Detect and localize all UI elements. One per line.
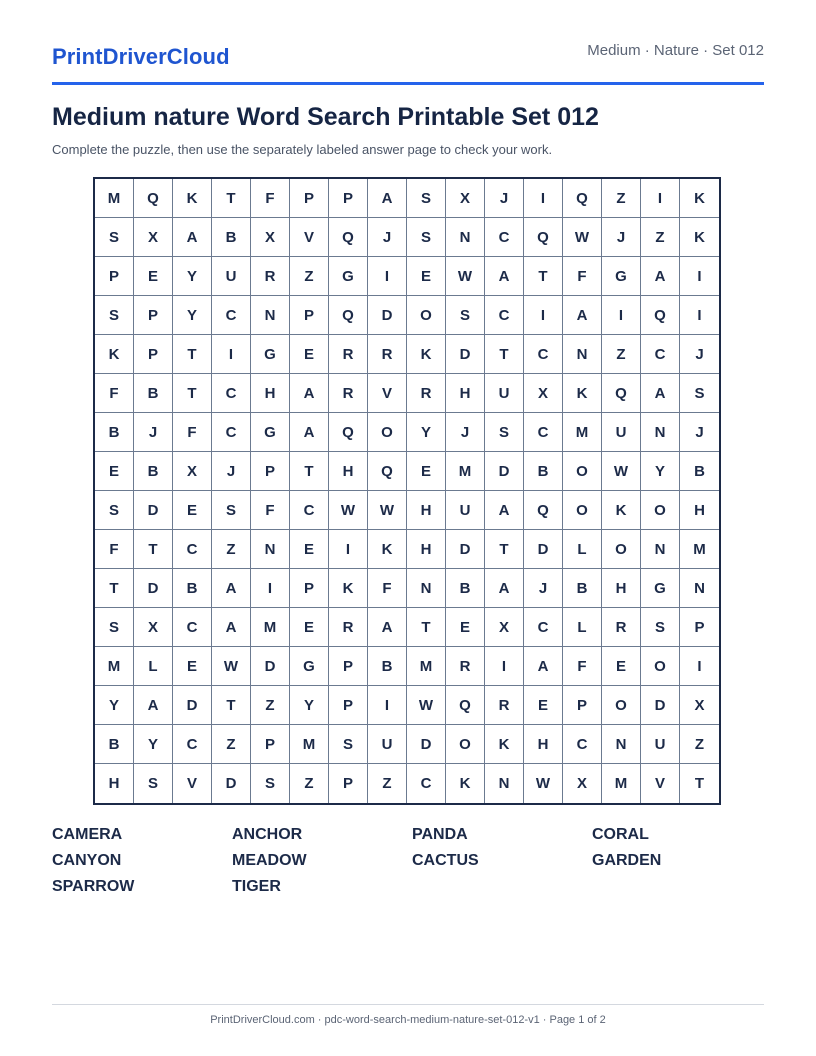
grid-cell: H bbox=[524, 725, 563, 764]
grid-cell: C bbox=[290, 491, 329, 530]
grid-cell: Z bbox=[212, 725, 251, 764]
grid-cell: P bbox=[290, 569, 329, 608]
grid-cell: R bbox=[485, 686, 524, 725]
grid-cell: K bbox=[95, 335, 134, 374]
grid-cell: O bbox=[563, 452, 602, 491]
grid-cell: B bbox=[95, 413, 134, 452]
grid-cell: X bbox=[134, 608, 173, 647]
grid-cell: R bbox=[602, 608, 641, 647]
grid-cell: T bbox=[485, 530, 524, 569]
grid-cell: I bbox=[368, 257, 407, 296]
grid-cell: B bbox=[212, 218, 251, 257]
grid-cell: N bbox=[641, 530, 680, 569]
grid-cell: X bbox=[563, 764, 602, 803]
grid-cell: F bbox=[563, 257, 602, 296]
word-list-item: CORAL bbox=[592, 826, 649, 843]
grid-cell: Z bbox=[368, 764, 407, 803]
grid-cell: Z bbox=[680, 725, 719, 764]
grid-cell: B bbox=[563, 569, 602, 608]
grid-cell: Z bbox=[212, 530, 251, 569]
grid-cell: C bbox=[407, 764, 446, 803]
grid-cell: F bbox=[95, 530, 134, 569]
grid-cell: E bbox=[407, 452, 446, 491]
grid-cell: G bbox=[251, 413, 290, 452]
grid-cell: T bbox=[95, 569, 134, 608]
grid-cell: M bbox=[446, 452, 485, 491]
grid-cell: D bbox=[173, 686, 212, 725]
grid-cell: F bbox=[251, 179, 290, 218]
grid-cell: P bbox=[95, 257, 134, 296]
grid-cell: A bbox=[134, 686, 173, 725]
grid-cell: X bbox=[134, 218, 173, 257]
grid-cell: P bbox=[329, 686, 368, 725]
grid-cell: Q bbox=[563, 179, 602, 218]
grid-cell: Z bbox=[602, 335, 641, 374]
word-list-item: ANCHOR bbox=[232, 826, 303, 843]
grid-cell: K bbox=[173, 179, 212, 218]
grid-cell: I bbox=[329, 530, 368, 569]
grid-cell: O bbox=[407, 296, 446, 335]
grid-cell: X bbox=[173, 452, 212, 491]
grid-cell: Q bbox=[641, 296, 680, 335]
grid-cell: H bbox=[602, 569, 641, 608]
grid-cell: M bbox=[290, 725, 329, 764]
grid-cell: T bbox=[173, 374, 212, 413]
grid-cell: Y bbox=[95, 686, 134, 725]
grid-cell: I bbox=[251, 569, 290, 608]
grid-cell: N bbox=[563, 335, 602, 374]
grid-cell: V bbox=[290, 218, 329, 257]
grid-cell: E bbox=[173, 491, 212, 530]
grid-cell: C bbox=[212, 374, 251, 413]
grid-cell: R bbox=[446, 647, 485, 686]
grid-cell: R bbox=[251, 257, 290, 296]
grid-cell: L bbox=[134, 647, 173, 686]
grid-cell: E bbox=[524, 686, 563, 725]
word-list-item: CANYON bbox=[52, 852, 122, 869]
grid-cell: R bbox=[407, 374, 446, 413]
grid-cell: W bbox=[212, 647, 251, 686]
grid-cell: H bbox=[407, 491, 446, 530]
grid-cell: A bbox=[485, 257, 524, 296]
breadcrumb: Medium · Nature · Set 012 bbox=[587, 42, 764, 59]
grid-cell: C bbox=[173, 608, 212, 647]
grid-cell: T bbox=[134, 530, 173, 569]
grid-cell: B bbox=[173, 569, 212, 608]
word-list-item: PANDA bbox=[412, 826, 468, 843]
grid-cell: X bbox=[524, 374, 563, 413]
grid-cell: I bbox=[485, 647, 524, 686]
grid-cell: D bbox=[641, 686, 680, 725]
grid-cell: C bbox=[563, 725, 602, 764]
grid-cell: S bbox=[407, 218, 446, 257]
grid-cell: N bbox=[641, 413, 680, 452]
grid-cell: H bbox=[407, 530, 446, 569]
grid-cell: Y bbox=[290, 686, 329, 725]
grid-cell: E bbox=[602, 647, 641, 686]
grid-cell: Q bbox=[134, 179, 173, 218]
grid-cell: S bbox=[446, 296, 485, 335]
grid-cell: V bbox=[641, 764, 680, 803]
grid-cell: S bbox=[134, 764, 173, 803]
header-divider bbox=[52, 82, 764, 85]
grid-cell: K bbox=[563, 374, 602, 413]
grid-cell: I bbox=[680, 647, 719, 686]
grid-cell: D bbox=[524, 530, 563, 569]
grid-cell: H bbox=[251, 374, 290, 413]
grid-cell: I bbox=[602, 296, 641, 335]
grid-cell: T bbox=[485, 335, 524, 374]
grid-cell: M bbox=[563, 413, 602, 452]
grid-cell: K bbox=[680, 218, 719, 257]
grid-cell: M bbox=[95, 647, 134, 686]
grid-cell: G bbox=[602, 257, 641, 296]
grid-cell: C bbox=[212, 413, 251, 452]
grid-cell: A bbox=[485, 569, 524, 608]
grid-cell: P bbox=[251, 725, 290, 764]
grid-cell: T bbox=[407, 608, 446, 647]
grid-cell: D bbox=[446, 530, 485, 569]
grid-cell: D bbox=[407, 725, 446, 764]
grid-cell: P bbox=[329, 764, 368, 803]
grid-cell: E bbox=[290, 335, 329, 374]
grid-cell: Q bbox=[524, 218, 563, 257]
grid-cell: I bbox=[524, 179, 563, 218]
grid-cell: O bbox=[446, 725, 485, 764]
grid-cell: S bbox=[212, 491, 251, 530]
grid-cell: Y bbox=[641, 452, 680, 491]
grid-cell: W bbox=[563, 218, 602, 257]
grid-cell: Q bbox=[329, 413, 368, 452]
grid-cell: S bbox=[407, 179, 446, 218]
grid-cell: Q bbox=[329, 296, 368, 335]
grid-cell: C bbox=[173, 725, 212, 764]
grid-cell: H bbox=[680, 491, 719, 530]
grid-cell: W bbox=[329, 491, 368, 530]
word-list-item: SPARROW bbox=[52, 878, 135, 895]
grid-cell: Z bbox=[602, 179, 641, 218]
grid-cell: Z bbox=[290, 764, 329, 803]
grid-cell: P bbox=[563, 686, 602, 725]
grid-cell: S bbox=[680, 374, 719, 413]
grid-cell: A bbox=[641, 374, 680, 413]
grid-cell: I bbox=[524, 296, 563, 335]
grid-cell: J bbox=[485, 179, 524, 218]
grid-cell: D bbox=[251, 647, 290, 686]
grid-cell: E bbox=[290, 530, 329, 569]
grid-cell: T bbox=[212, 686, 251, 725]
grid-cell: K bbox=[446, 764, 485, 803]
word-list-item: TIGER bbox=[232, 878, 281, 895]
grid-cell: X bbox=[485, 608, 524, 647]
grid-cell: K bbox=[329, 569, 368, 608]
grid-cell: J bbox=[680, 335, 719, 374]
grid-cell: B bbox=[368, 647, 407, 686]
grid-cell: W bbox=[368, 491, 407, 530]
page-footer: PrintDriverCloud.com · pdc-word-search-medium-nature-set-012-v1 · Page 1 of 2 bbox=[210, 1014, 606, 1026]
grid-cell: S bbox=[95, 218, 134, 257]
grid-cell: D bbox=[134, 491, 173, 530]
grid-cell: J bbox=[212, 452, 251, 491]
grid-cell: P bbox=[329, 179, 368, 218]
grid-cell: C bbox=[212, 296, 251, 335]
grid-cell: P bbox=[290, 296, 329, 335]
grid-cell: K bbox=[680, 179, 719, 218]
grid-cell: J bbox=[524, 569, 563, 608]
grid-cell: I bbox=[212, 335, 251, 374]
grid-cell: C bbox=[524, 608, 563, 647]
footer-divider bbox=[52, 1004, 764, 1005]
grid-cell: K bbox=[407, 335, 446, 374]
grid-cell: B bbox=[134, 374, 173, 413]
grid-cell: K bbox=[602, 491, 641, 530]
grid-cell: E bbox=[173, 647, 212, 686]
grid-cell: N bbox=[407, 569, 446, 608]
grid-cell: B bbox=[134, 452, 173, 491]
grid-cell: E bbox=[407, 257, 446, 296]
grid-cell: S bbox=[95, 491, 134, 530]
grid-cell: J bbox=[446, 413, 485, 452]
grid-cell: A bbox=[290, 374, 329, 413]
grid-cell: J bbox=[680, 413, 719, 452]
grid-cell: G bbox=[329, 257, 368, 296]
grid-cell: C bbox=[173, 530, 212, 569]
grid-cell: Q bbox=[446, 686, 485, 725]
grid-cell: W bbox=[446, 257, 485, 296]
grid-cell: B bbox=[680, 452, 719, 491]
grid-cell: N bbox=[251, 530, 290, 569]
grid-cell: Z bbox=[290, 257, 329, 296]
grid-cell: A bbox=[212, 569, 251, 608]
grid-cell: A bbox=[563, 296, 602, 335]
grid-cell: U bbox=[212, 257, 251, 296]
grid-cell: P bbox=[134, 296, 173, 335]
grid-cell: W bbox=[602, 452, 641, 491]
grid-cell: P bbox=[134, 335, 173, 374]
grid-cell: D bbox=[134, 569, 173, 608]
grid-cell: P bbox=[680, 608, 719, 647]
grid-cell: B bbox=[95, 725, 134, 764]
grid-cell: X bbox=[446, 179, 485, 218]
grid-cell: R bbox=[329, 335, 368, 374]
word-list-item: CAMERA bbox=[52, 826, 123, 843]
grid-cell: G bbox=[290, 647, 329, 686]
grid-cell: Q bbox=[329, 218, 368, 257]
grid-cell: L bbox=[563, 530, 602, 569]
grid-cell: U bbox=[602, 413, 641, 452]
grid-cell: N bbox=[446, 218, 485, 257]
grid-cell: X bbox=[680, 686, 719, 725]
grid-cell: B bbox=[524, 452, 563, 491]
grid-cell: U bbox=[641, 725, 680, 764]
grid-cell: Y bbox=[134, 725, 173, 764]
grid-cell: A bbox=[641, 257, 680, 296]
grid-cell: G bbox=[251, 335, 290, 374]
grid-cell: W bbox=[524, 764, 563, 803]
grid-cell: Z bbox=[641, 218, 680, 257]
grid-cell: C bbox=[485, 296, 524, 335]
grid-cell: I bbox=[680, 257, 719, 296]
grid-cell: J bbox=[368, 218, 407, 257]
grid-cell: S bbox=[641, 608, 680, 647]
grid-cell: M bbox=[680, 530, 719, 569]
grid-cell: A bbox=[212, 608, 251, 647]
grid-cell: A bbox=[290, 413, 329, 452]
grid-cell: I bbox=[680, 296, 719, 335]
grid-cell: N bbox=[680, 569, 719, 608]
grid-cell: Y bbox=[173, 296, 212, 335]
grid-cell: R bbox=[329, 608, 368, 647]
grid-cell: C bbox=[524, 413, 563, 452]
grid-cell: H bbox=[95, 764, 134, 803]
word-list bbox=[52, 826, 764, 896]
grid-cell: N bbox=[251, 296, 290, 335]
grid-cell: A bbox=[368, 608, 407, 647]
grid-cell: R bbox=[368, 335, 407, 374]
grid-cell: M bbox=[407, 647, 446, 686]
grid-cell: L bbox=[563, 608, 602, 647]
grid-cell: O bbox=[641, 647, 680, 686]
grid-cell: V bbox=[173, 764, 212, 803]
grid-cell: J bbox=[134, 413, 173, 452]
grid-cell: Q bbox=[368, 452, 407, 491]
grid-cell: P bbox=[290, 179, 329, 218]
grid-cell: K bbox=[368, 530, 407, 569]
page-subtitle: Complete the puzzle, then use the separately labeled answer page to check your work. bbox=[52, 142, 553, 157]
grid-cell: M bbox=[602, 764, 641, 803]
grid-cell: C bbox=[524, 335, 563, 374]
grid-cell: O bbox=[641, 491, 680, 530]
grid-cell: T bbox=[212, 179, 251, 218]
word-list-item: CACTUS bbox=[412, 852, 479, 869]
grid-cell: T bbox=[524, 257, 563, 296]
grid-cell: P bbox=[251, 452, 290, 491]
grid-cell: F bbox=[251, 491, 290, 530]
grid-cell: Y bbox=[173, 257, 212, 296]
grid-cell: E bbox=[446, 608, 485, 647]
grid-cell: P bbox=[329, 647, 368, 686]
brand-logo: PrintDriverCloud bbox=[52, 44, 230, 69]
grid-cell: M bbox=[251, 608, 290, 647]
grid-cell: T bbox=[290, 452, 329, 491]
grid-cell: H bbox=[329, 452, 368, 491]
grid-cell: C bbox=[641, 335, 680, 374]
grid-cell: I bbox=[641, 179, 680, 218]
grid-cell: U bbox=[485, 374, 524, 413]
grid-cell: F bbox=[368, 569, 407, 608]
grid-cell: S bbox=[329, 725, 368, 764]
grid-cell: E bbox=[95, 452, 134, 491]
grid-cell: Z bbox=[251, 686, 290, 725]
grid-cell: F bbox=[173, 413, 212, 452]
grid-cell: Y bbox=[407, 413, 446, 452]
grid-cell: J bbox=[602, 218, 641, 257]
grid-cell: Q bbox=[524, 491, 563, 530]
grid-cell: Q bbox=[602, 374, 641, 413]
grid-cell: C bbox=[485, 218, 524, 257]
grid-cell: F bbox=[563, 647, 602, 686]
word-list-item: MEADOW bbox=[232, 852, 307, 869]
grid-cell: S bbox=[95, 296, 134, 335]
grid-cell: A bbox=[524, 647, 563, 686]
grid-cell: A bbox=[173, 218, 212, 257]
grid-cell: V bbox=[368, 374, 407, 413]
grid-cell: X bbox=[251, 218, 290, 257]
grid-cell: E bbox=[134, 257, 173, 296]
grid-cell: F bbox=[95, 374, 134, 413]
word-search-grid bbox=[93, 177, 721, 805]
grid-cell: O bbox=[602, 686, 641, 725]
grid-cell: K bbox=[485, 725, 524, 764]
grid-cell: E bbox=[290, 608, 329, 647]
grid-cell: S bbox=[95, 608, 134, 647]
grid-cell: D bbox=[368, 296, 407, 335]
grid-cell: M bbox=[95, 179, 134, 218]
grid-cell: S bbox=[251, 764, 290, 803]
grid-cell: A bbox=[485, 491, 524, 530]
grid-cell: H bbox=[446, 374, 485, 413]
grid-cell: B bbox=[446, 569, 485, 608]
grid-cell: D bbox=[212, 764, 251, 803]
grid-cell: D bbox=[485, 452, 524, 491]
grid-cell: N bbox=[485, 764, 524, 803]
grid-cell: T bbox=[694, 775, 705, 792]
grid-cell: A bbox=[368, 179, 407, 218]
grid-cell: O bbox=[563, 491, 602, 530]
grid-cell: N bbox=[602, 725, 641, 764]
grid-cell: U bbox=[446, 491, 485, 530]
grid-cell: T bbox=[173, 335, 212, 374]
grid-cell: O bbox=[368, 413, 407, 452]
grid-cell: U bbox=[368, 725, 407, 764]
grid-cell: O bbox=[602, 530, 641, 569]
page-title: Medium nature Word Search Printable Set 012 bbox=[52, 103, 599, 131]
grid-cell: W bbox=[407, 686, 446, 725]
grid-cell: R bbox=[329, 374, 368, 413]
grid-cell: D bbox=[446, 335, 485, 374]
grid-cell: G bbox=[641, 569, 680, 608]
word-list-item: GARDEN bbox=[592, 852, 662, 869]
grid-cell: I bbox=[368, 686, 407, 725]
grid-cell: S bbox=[485, 413, 524, 452]
